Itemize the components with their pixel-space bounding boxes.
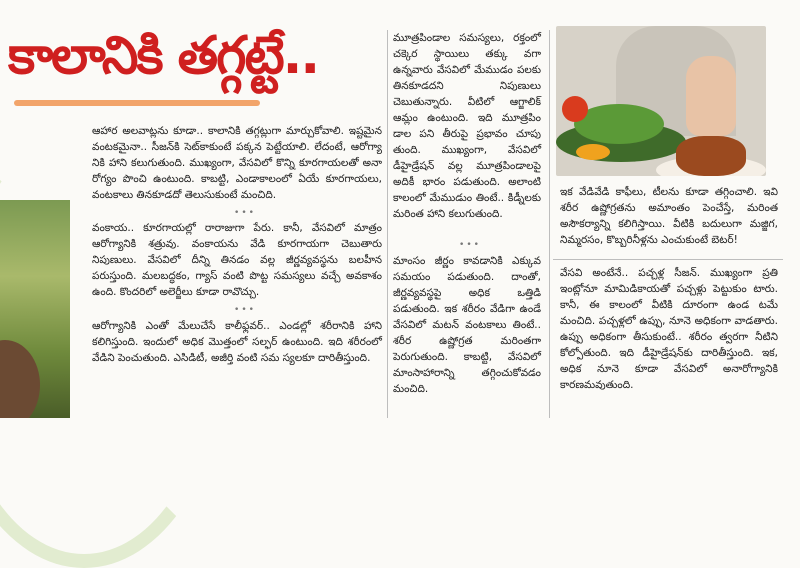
column-1-para-1 <box>92 123 382 203</box>
paragraph-brinjal: వంకాయ.. కూరగాయల్లో రారాజుగా పేరు. కానీ, వేసవిలో మాత్రం ఆరోగ్యానికి శత్రువు. వంకాయను వేడి కూరగాయగా చెబుతారు నిపుణులు. వేసవిలో దీన్ని తినడం వల్ల జీర్ణవ్యవస్థను బలహీన పరుస్తుంది. మలబద్ధకం, గ్యాస్ వంటి పొట్ట సమస్యలు వచ్చే అవకాశం ఉంది. కొందరిలో అలెర్జీలు కూడా రావొచ్చు. <box>92 222 382 298</box>
paragraph-intro: ఆహార అలవాట్లను కూడా.. కాలానికి తగ్గట్లుగా మార్చుకోవాలి. ఇష్టమైన వంటకమైనా.. సీజన్‌కి సెట్‌కాకుంటే పక్కన పెట్టేయాలి. లేదంటే, ఆరోగ్యా నికి హాని కలుగుతుంది. ముఖ్యంగా, వేసవిలో కొన్ని కూరగాయలతో అనా రోగ్యం పొంచి ఉంటుంది. కాబట్టి, ఎండాకాలంలో ఏయే కూరగాయలు, వంటకాలు తినకూడదో తెలుసుకుంటే మంచిది. <box>92 125 382 201</box>
column-3-para-1 <box>560 184 778 248</box>
section-rule <box>553 259 783 260</box>
title-underline <box>14 100 260 106</box>
column-divider <box>549 30 550 418</box>
section-separator: ••• <box>234 208 256 218</box>
column-divider <box>387 30 388 418</box>
tomato <box>562 96 588 122</box>
carrot-slice <box>576 144 610 160</box>
paragraph-kidney: మూత్రపిండాల సమస్యలు, రక్తంలో చక్కెర స్థాయిలు తక్కు వగా ఉన్నవారు వేసవిలో మేముడం పలకు తినకూడదని నిపుణులు చెబుతున్నారు. వీటిలో ఆగ్జాలిక్ ఆమ్లం ఉంటుంది. ఇది మూత్రపిం డాల పని తీరుపై ప్రభావం చూపు తుంది. ముఖ్యంగా, వేసవిలో డీహైడ్రేషన్ వల్ల మూత్రపిండాలపై అదికీ భారం పడుతుంది. అలాంటి కాలంలో మేముడుం తింటే.. కిడ్నీలకు మరింత హాని కలుగుతుంది. <box>393 32 541 220</box>
paragraph-cauliflower: ఆరోగ్యానికి ఎంతో మేలుచేసే కాలీఫ్లవర్.. ఎండల్లో శరీరానికి హాని కలిగిస్తుంది. ఇందులో అధిక మొత్తంలో సల్ఫర్ ఉంటుంది. ఇది శరీరంలో వేడిని పెంచుతుంది. ఎసిడిటీ, అజీర్తి వంటి సమ స్యలకూ దారితీస్తుంది. <box>92 320 382 364</box>
section-separator: ••• <box>234 305 256 315</box>
column-2-para-1 <box>393 30 541 222</box>
column-3-para-2 <box>560 265 778 393</box>
paragraph-meat: మాంసం జీర్ణం కావడానికి ఎక్కువ సమయం పడుతుంది. దాంతో, జీర్ణవ్యవస్థపై అధిక ఒత్తిడి పడుతుంది. ఇక శరీరం వేడిగా ఉండే వేసవిలో మటన్ వంటకాలు తింటే.. శరీర ఉష్ణోగ్రత మరింతగా పెరుగుతుంది. కాబట్టి, వేసవిలో మాంసాహారాన్ని తగ్గించుకోవడం మంచిది. <box>393 255 541 395</box>
refusing-hand <box>686 56 736 136</box>
food-refusal-photo <box>556 26 766 176</box>
paragraph-coffee: ఇక వేడివేడి కాఫీలు, టీలను కూడా తగ్గించాలి. ఇవి శరీర ఉష్ణోగ్రతను అమాంతం పెంచేస్తే, మరింత అసౌకర్యాన్ని కలిగిస్తాయి. వీటికి బదులుగా మజ్జిగ, నిమ్మరసం, కొబ్బరినీళ్లను ఎంచుకుంటే బెటర్! <box>560 186 778 246</box>
section-separator: ••• <box>459 240 481 250</box>
paragraph-pickles: వేసవి అంటేనే.. పచ్చళ్ల సీజన్. ముఖ్యంగా ప్రతి ఇంట్లోనూ మామిడికాయతో పచ్చళ్లు పెట్టుకుం టారు. కానీ, ఈ కాలంలో వీటికి దూరంగా ఉండ టమే మంచిది. పచ్చళ్లలో ఉప్పు, నూనె అధికంగా వాడతారు. ఉప్పు అధికంగా తీసుకుంటే.. శరీరం త్వరగా నీటిని కోల్పోతుంది. ఇది డీహైడ్రేషన్‌కు దారితీస్తుంది. ఇక, అధిక నూనె కూడా వేసవిలో అనారోగ్యానికి కారణమవుతుంది. <box>560 267 778 391</box>
column-2-para-2 <box>393 253 541 397</box>
roast-meat <box>676 136 746 176</box>
page-title: కాలానికి తగ్గట్టే.. <box>8 26 319 86</box>
column-1-para-3 <box>92 318 382 366</box>
column-1-para-2 <box>92 220 382 300</box>
